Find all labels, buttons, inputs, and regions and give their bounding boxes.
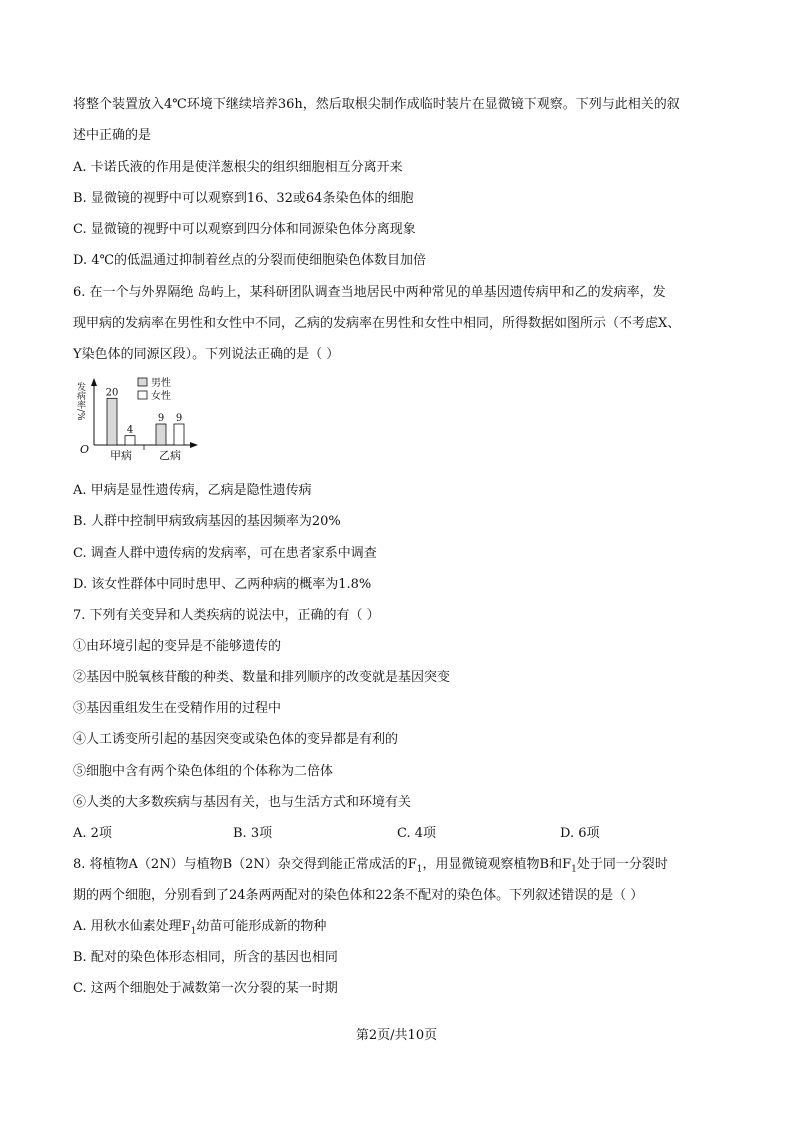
category-label-1: 乙病 [159,449,181,462]
q8-option-c: C. 这两个细胞处于减数第一次分裂的某一时期 [73,981,338,996]
q8-option-b: B. 配对的染色体形态相同，所含的基因也相同 [73,950,338,965]
bar-1-1 [174,424,184,445]
q8-stem-line-2: 期的两个细胞，分别看到了24条两两配对的染色体和22条不配对的染色体。下列叙述错误的是（ ） [73,888,644,903]
q8-option-a-part-1: A. 用秋水仙素处理F [73,919,191,934]
page-footer: 第2页/共10页 [355,1028,438,1043]
q7-statement-4: ④人工诱变所引起的基因突变或染色体的变异都是有利的 [73,732,399,747]
q6-option-d: D. 该女性群体中同时患甲、乙两种病的概率为1.8% [73,577,372,592]
legend-swatch-0 [138,378,147,386]
bar-0-1 [125,436,135,445]
subscript-1: 1 [571,864,577,875]
q7-statement-3: ③基因重组发生在受精作用的过程中 [73,701,282,716]
data-label-1-1: 9 [175,413,183,424]
q6-option-c: C. 调查人群中遗传病的发病率，可在患者家系中调查 [73,546,377,561]
q7-statement-1: ①由环境引起的变异是不能够遗传的 [73,639,282,654]
q8-stem-line-1 [73,856,668,874]
q7-option-c: C. 4项 [397,826,437,841]
bar-0-0 [107,398,117,445]
q6-bar-chart [74,374,214,474]
q6-stem-line-1: 6. 在一个与外界隔绝 岛屿上，某科研团队调查当地居民中两种常见的单基因遗传病甲和乙的发病率，发 [73,285,666,300]
legend-label-1: 女性 [151,391,171,402]
q6-option-a: A. 甲病是显性遗传病，乙病是隐性遗传病 [73,483,312,498]
q7-stem: 7. 下列有关变异和人类疾病的说法中，正确的有（ ） [73,608,380,623]
x-axis-arrow [190,442,198,448]
text-line-1: 将整个装置放入4℃环境下继续培养36h，然后取根尖制作成临时装片在显微镜下观察。下列与此相关的叙 [73,97,680,112]
y-axis-label: 发病率/% [75,382,85,421]
q7-statement-6: ⑥人类的大多数疾病与基因有关，也与生活方式和环境有关 [73,795,412,810]
q5-option-c: C. 显微镜的视野中可以观察到四分体和同源染色体分离现象 [73,222,416,237]
data-label-0-1: 4 [126,424,134,436]
bar-1-0 [156,424,166,445]
category-label-0: 甲病 [110,449,132,462]
q7-statement-2: ②基因中脱氧核苷酸的种类、数量和排列顺序的改变就是基因突变 [73,670,451,685]
q7-option-d: D. 6项 [560,826,600,841]
q5-option-a: A. 卡诺氏液的作用是使洋葱根尖的组织细胞相互分离开来 [73,160,403,175]
q5-option-d: D. 4℃的低温通过抑制着丝点的分裂而使细胞染色体数目加倍 [73,253,427,268]
y-axis-arrow [91,378,97,386]
q8-stem-part-3: 处于同一分裂时 [576,857,668,872]
q8-stem-part-1: 8. 将植物A（2N）与植物B（2N）杂交得到能正常成活的F [73,857,417,872]
origin-label: O [80,443,90,456]
q6-stem-line-3: Y染色体的同源区段）。下列说法正确的是（ ） [73,347,340,362]
q7-option-a: A. 2项 [73,826,112,841]
data-label-0-0: 20 [105,387,119,399]
legend-swatch-1 [138,391,147,399]
q8-option-a [73,918,326,936]
data-label-1-0: 9 [157,413,165,424]
q7-statement-5: ⑤细胞中含有两个染色体组的个体称为二倍体 [73,764,334,779]
subscript-1: 1 [416,864,423,875]
q8-option-a-part-2: 幼苗可能形成新的物种 [196,919,327,934]
q6-stem-line-2: 现甲病的发病率在男性和女性中不同，乙病的发病率在男性和女性中相同，所得数据如图所示（不考虑X、 [73,316,681,331]
q6-option-b: B. 人群中控制甲病致病基因的基因频率为20% [73,514,341,529]
q5-option-b: B. 显微镜的视野中可以观察到16、32或64条染色体的细胞 [73,191,414,206]
q8-stem-part-2: ，用显微镜观察植物B和F [422,857,572,872]
text-line-2: 述中正确的是 [73,128,152,143]
subscript-1: 1 [190,926,197,937]
q7-option-b: B. 3项 [233,826,273,841]
legend-label-0: 男性 [151,378,171,389]
